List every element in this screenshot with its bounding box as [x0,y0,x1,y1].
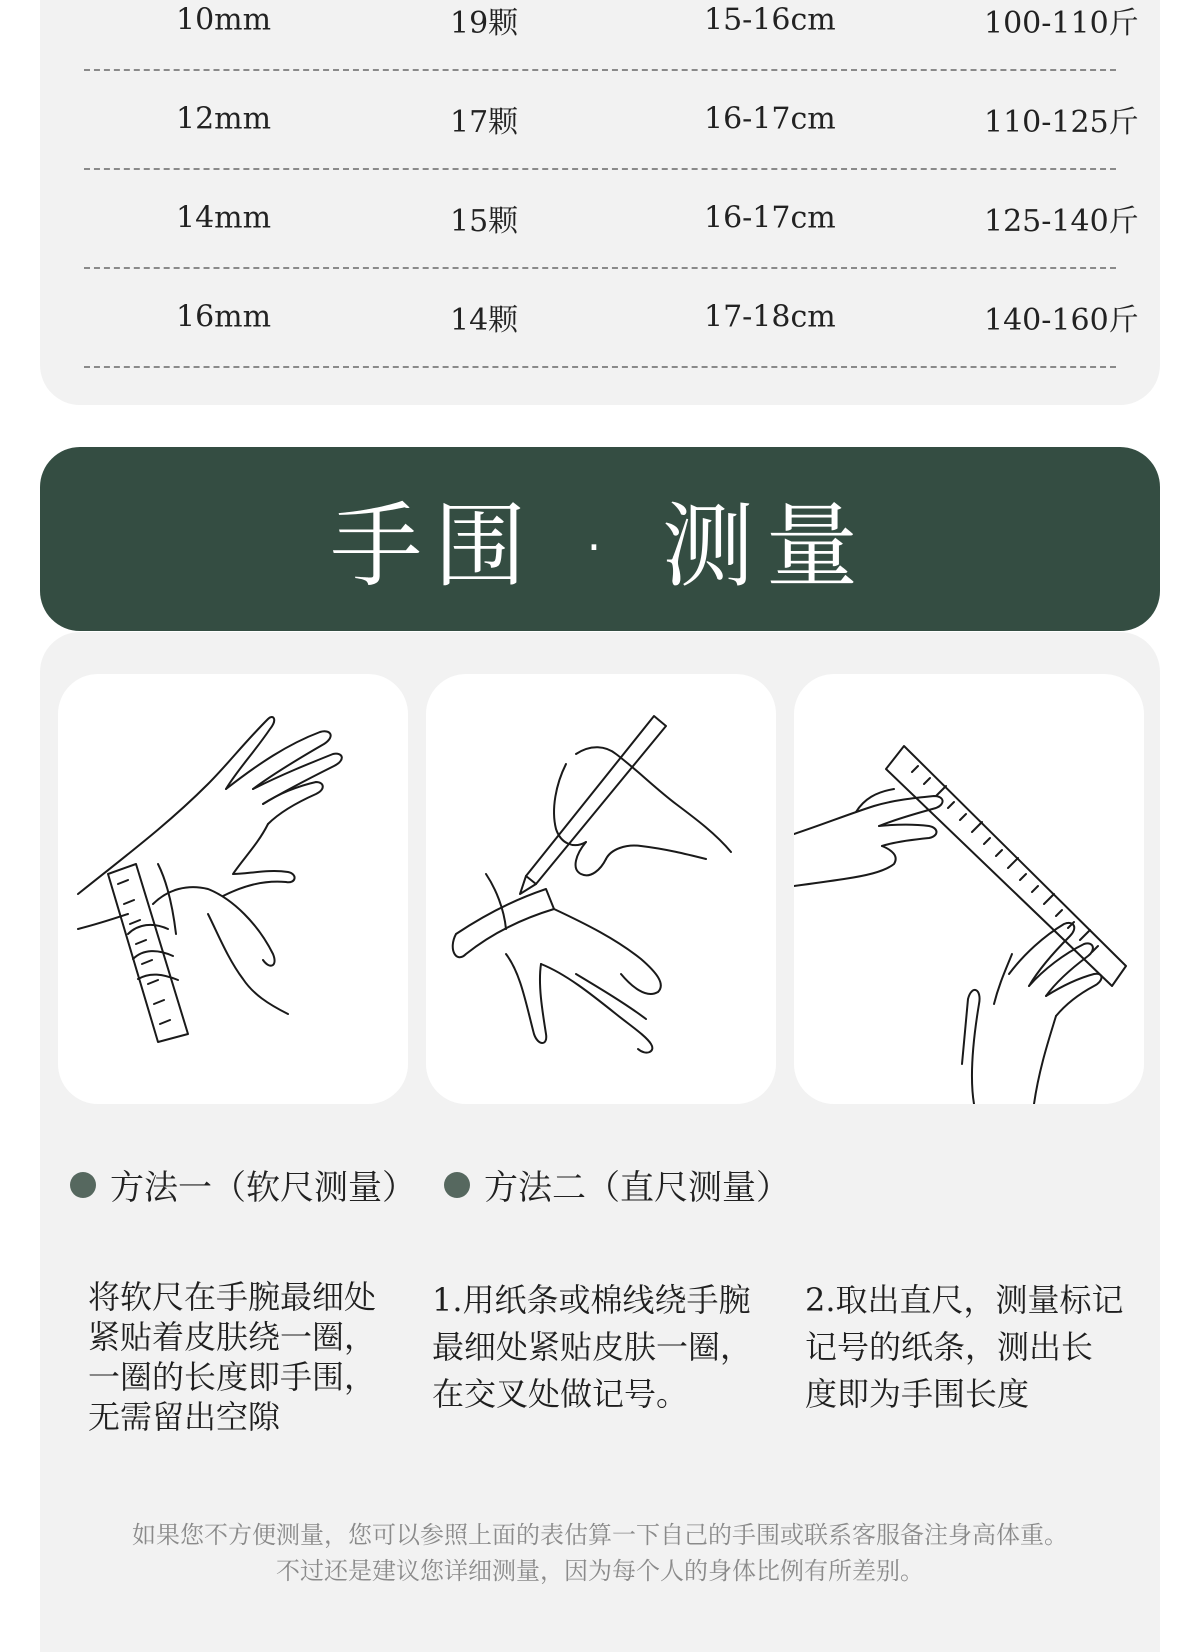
wrist-size-cell: 16-17cm [704,101,836,136]
method-two-step-one-description [432,1277,762,1418]
bullet-dot-icon [70,1172,96,1198]
description-line: 无需留出空隙 [88,1398,281,1436]
bead-count-cell: 15颗 [450,203,519,239]
description-line: 1.用纸条或棉线绕手腕 [432,1281,751,1319]
bead-count-cell: 19颗 [450,5,519,41]
section-banner [40,447,1160,631]
size-table-row [84,69,1139,170]
bead-size-cell: 14mm [176,200,272,235]
description-line: 将软尺在手腕最细处 [88,1278,377,1316]
bullet-dot-icon [444,1172,470,1198]
pen-mark-paper-strip-icon [426,674,776,1104]
size-table-row [84,0,1139,71]
section-title: 手围 · 测量 [330,493,870,600]
method-one-description [88,1277,388,1437]
ruler-measure-icon [794,674,1144,1104]
description-line: 记号的纸条，测出长 [805,1328,1094,1366]
description-line: 最细处紧贴皮肤一圈， [432,1328,753,1366]
method-two-step-two-description [805,1277,1135,1418]
weight-cell: 125-140斤 [984,203,1139,239]
measurement-card [40,632,1160,1652]
wrist-size-cell: 16-17cm [704,200,836,235]
description-line: 在交叉处做记号。 [432,1375,689,1413]
bead-count-cell: 14颗 [450,302,519,338]
bead-count-cell: 17颗 [450,104,519,140]
footnote-line: 如果您不方便测量，您可以参照上面的表估算一下自己的手围或联系客服备注身高体重。 [132,1521,1068,1549]
wrist-size-cell: 15-16cm [704,2,836,37]
weight-cell: 140-160斤 [984,302,1139,338]
size-table-row [84,267,1139,368]
method-one-text: 方法一（软尺测量） [110,1168,416,1208]
ruler-illustration [794,674,1144,1104]
size-table-card [40,0,1160,405]
description-line: 度即为手围长度 [805,1375,1030,1413]
tape-measure-illustration [58,674,408,1104]
bead-size-cell: 12mm [176,101,272,136]
weight-cell: 100-110斤 [984,5,1139,41]
wrist-size-cell: 17-18cm [704,299,836,334]
footnote-line: 不过还是建议您详细测量，因为每个人的身体比例有所差别。 [276,1557,924,1585]
footnote [40,1517,1160,1589]
description-line: 紧贴着皮肤绕一圈， [88,1318,377,1356]
description-line: 一圈的长度即手围， [88,1358,377,1396]
size-table-row [84,168,1139,269]
tape-measure-wrist-icon [58,674,408,1104]
paper-strip-illustration [426,674,776,1104]
weight-cell: 110-125斤 [984,104,1139,140]
description-line: 2.取出直尺，测量标记 [805,1281,1124,1319]
bead-size-cell: 10mm [176,2,272,37]
method-one-label [70,1160,416,1209]
method-two-label [444,1160,790,1209]
method-two-text: 方法二（直尺测量） [484,1168,790,1208]
bead-size-cell: 16mm [176,299,272,334]
